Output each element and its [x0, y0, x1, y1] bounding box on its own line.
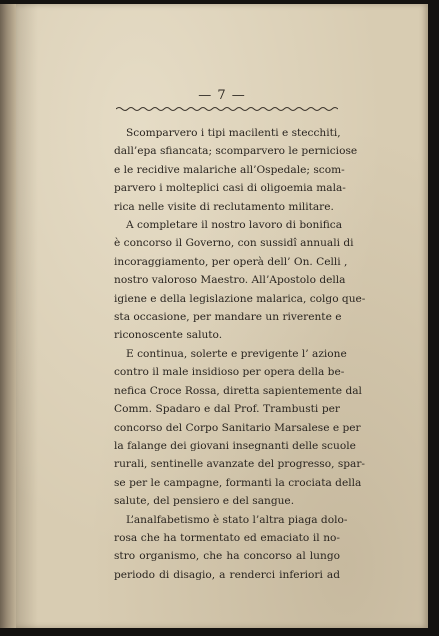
text-line: incoraggiamento, per operà dell’ On. Celli , — [114, 255, 348, 268]
paragraph — [114, 511, 348, 585]
text-line: se per le campagne, formanti la crociata della — [114, 476, 362, 489]
text-line: A completare il nostro lavoro di bonifica — [126, 219, 343, 232]
text-line: Scomparvero i tipi macilenti e stecchiti, — [126, 127, 341, 139]
text-line: parvero i molteplici casi di oligoemia mala- — [114, 182, 346, 195]
text-line: L’analfabetismo è stato l’altra piaga dolo- — [126, 513, 348, 526]
text-line: la falange dei giovani insegnanti delle scuole — [114, 439, 356, 452]
text-line: periodo di disagio, a renderci inferiori ad — [114, 568, 340, 581]
text-line: rica nelle visite di reclutamento militare. — [114, 200, 334, 213]
text-line: concorso del Corpo Sanitario Marsalese e per — [114, 421, 361, 434]
text-line: E continua, solerte e previgente l’ azione — [126, 347, 347, 360]
text-line: igiene e della legislazione malarica, colgo que- — [114, 292, 366, 305]
paragraph — [114, 124, 358, 216]
text-line: stro organismo, che ha concorso al lungo — [114, 550, 340, 563]
text-line: nostro valoroso Maestro. All’Apostolo della — [114, 274, 346, 287]
text-line: nefica Croce Rossa, diretta sapientemente dal — [114, 384, 362, 397]
text-line: Comm. Spadaro e dal Prof. Trambusti per — [114, 403, 340, 416]
book-page — [16, 4, 428, 628]
text-line: sta occasione, per mandare un riverente e — [114, 311, 342, 324]
text-line: rosa che ha tormentato ed emaciato il no- — [114, 531, 340, 544]
text-line: e le recidive malariche all’Ospedale; scom- — [114, 163, 345, 176]
paragraph — [114, 345, 365, 511]
text-line: è concorso il Governo, con sussidî annuali di — [114, 237, 354, 250]
paragraph — [114, 216, 366, 345]
text-line: contro il male insidioso per opera della be- — [114, 366, 345, 379]
text-line: dall’epa sfiancata; scomparvero le perniciose — [114, 145, 358, 158]
body-text — [114, 124, 366, 584]
text-line: riconoscente saluto. — [114, 329, 223, 342]
page-number: — 7 — — [198, 88, 246, 103]
decorative-wavy-rule — [116, 106, 338, 112]
text-line: rurali, sentinelle avanzate del progresso, spar- — [114, 458, 365, 471]
text-line: salute, del pensiero e del sangue. — [114, 495, 295, 508]
